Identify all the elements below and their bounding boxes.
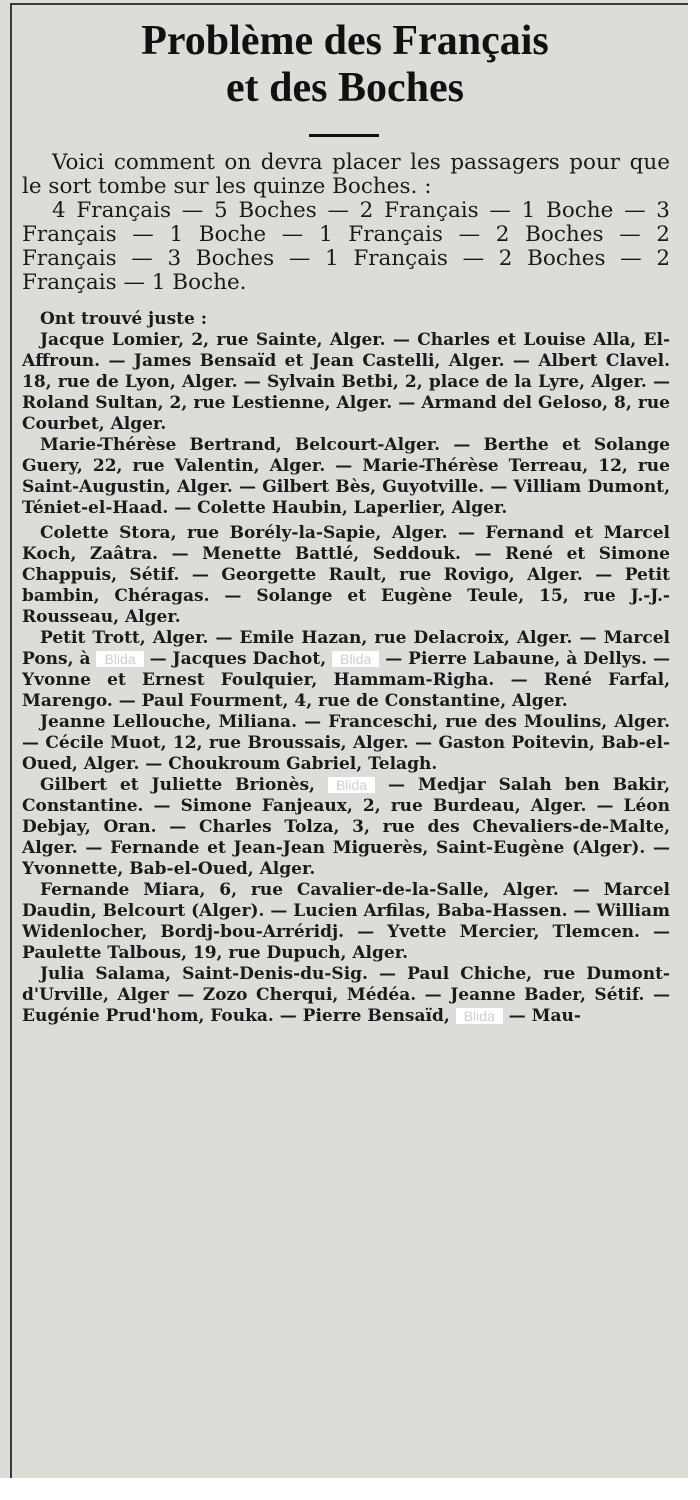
headline-line-2: et des Boches [226, 65, 464, 111]
top-border-rule [10, 3, 688, 5]
winners-paragraph-8 [22, 964, 670, 1027]
paragraph-4-text-c: — Pierre Labaune, à Dellys. — Yvonne et Ernest Foulquier, Hammam-Righa. — René Farfal, Marengo. — Paul Fourment, 4, rue de Constantine, Alger. [22, 649, 671, 711]
intro-paragraph: Voici comment on devra placer les passagers pour que le sort tombe sur les quinze Boches. : [22, 150, 670, 199]
paragraph-4-text-a: Petit Trott, Alger. — Emile Hazan, rue Delacroix, Alger. — Marcel Pons, à [22, 628, 670, 669]
headline-line-1: Problème des Français [141, 18, 549, 64]
place-tag-blida: Blida [96, 651, 143, 667]
article-headline [22, 18, 668, 112]
paragraph-8-text-a: Julia Salama, Saint-Denis-du-Sig. — Paul Chiche, rue Dumont-d'Urville, Alger — Zozo Cherqui, Médéa. — Jeanne Bader, Sétif. — Eugénie Prud'hom, Fouka. — Pierre Bensaïd, [22, 964, 670, 1026]
winners-paragraph-3: Colette Stora, rue Borély-la-Sapie, Alger. — Fernand et Marcel Koch, Zaâtra. — Menette Battlé, Seddouk. — René et Simone Chappuis, Sétif. — Georgette Rault, rue Rovigo, Alger. — Petit bambin, Chéragas. — Solange et Eugène Teule, 15, rue J.-J.-Rousseau, Alger. [22, 523, 670, 627]
winners-paragraph-4 [22, 628, 670, 712]
paragraph-8-text-b: — Mau- [508, 1006, 581, 1026]
place-tag-blida: Blida [328, 777, 375, 793]
winners-paragraph-7: Fernande Miara, 6, rue Cavalier-de-la-Salle, Alger. — Marcel Daudin, Belcourt (Alger). — Lucien Arfilas, Baba-Hassen. — William Widenlocher, Bordj-bou-Arréridj. — Yvette Mercier, Tlemcen. — Paulette Talbous, 19, rue Dupuch, Alger. [22, 880, 670, 963]
paragraph-6-text-b: — Medjar Salah ben Bakir, Constantine. — Simone Fanjeaux, 2, rue Burdeau, Alger. — Léon Debjay, Oran. — Charles Tolza, 3, rue des Chevaliers-de-Malte, Alger. — Fernande et Jean-Jean Miguerès, Saint-Eugène (Alger). — Yvonnette, Bab-el-Oued, Alger. [22, 775, 670, 879]
left-border-rule [10, 4, 12, 1478]
place-tag-blida: Blida [332, 651, 379, 667]
winners-paragraph-1: Jacque Lomier, 2, rue Sainte, Alger. — Charles et Louise Alla, El-Affroun. — James Bensaïd et Jean Castelli, Alger. — Albert Clavel. 18, rue de Lyon, Alger. — Sylvain Betbi, 2, place de la Lyre, Alger. — Roland Sultan, 2, rue Lestienne, Alger. — Armand del Geloso, 8, rue Courbet, Alger. [22, 330, 670, 434]
winners-paragraph-2: Marie-Thérèse Bertrand, Belcourt-Alger. — Berthe et Solange Guery, 22, rue Valentin, Alger. — Marie-Thérèse Terreau, 12, rue Saint-Augustin, Alger. — Gilbert Bès, Guyotville. — Villiam Dumont, Téniet-el-Haad. — Colette Haubin, Laperlier, Alger. [22, 435, 670, 518]
winners-paragraph-5: Jeanne Lellouche, Miliana. — Franceschi, rue des Moulins, Alger. — Cécile Muot, 12, rue Broussais, Alger. — Gaston Poitevin, Bab-el-Oued, Alger. — Choukroum Gabriel, Telagh. [22, 712, 670, 774]
paragraph-6-text-a: Gilbert et Juliette Brionès, [40, 775, 315, 795]
place-tag-blida: Blida [456, 1008, 503, 1024]
paragraph-4-text-b: — Jacques Dachot, [149, 649, 327, 669]
solution-paragraph: 4 Français — 5 Boches — 2 Français — 1 Boche — 3 Français — 1 Boche — 1 Français — 2 Boches — 2 Français — 3 Boches — 1 Français — 2 Boches — 2 Français — 1 Boche. [22, 198, 670, 295]
headline-divider [309, 134, 379, 137]
winners-paragraph-6 [22, 775, 670, 880]
winners-label: Ont trouvé juste : [40, 309, 208, 329]
